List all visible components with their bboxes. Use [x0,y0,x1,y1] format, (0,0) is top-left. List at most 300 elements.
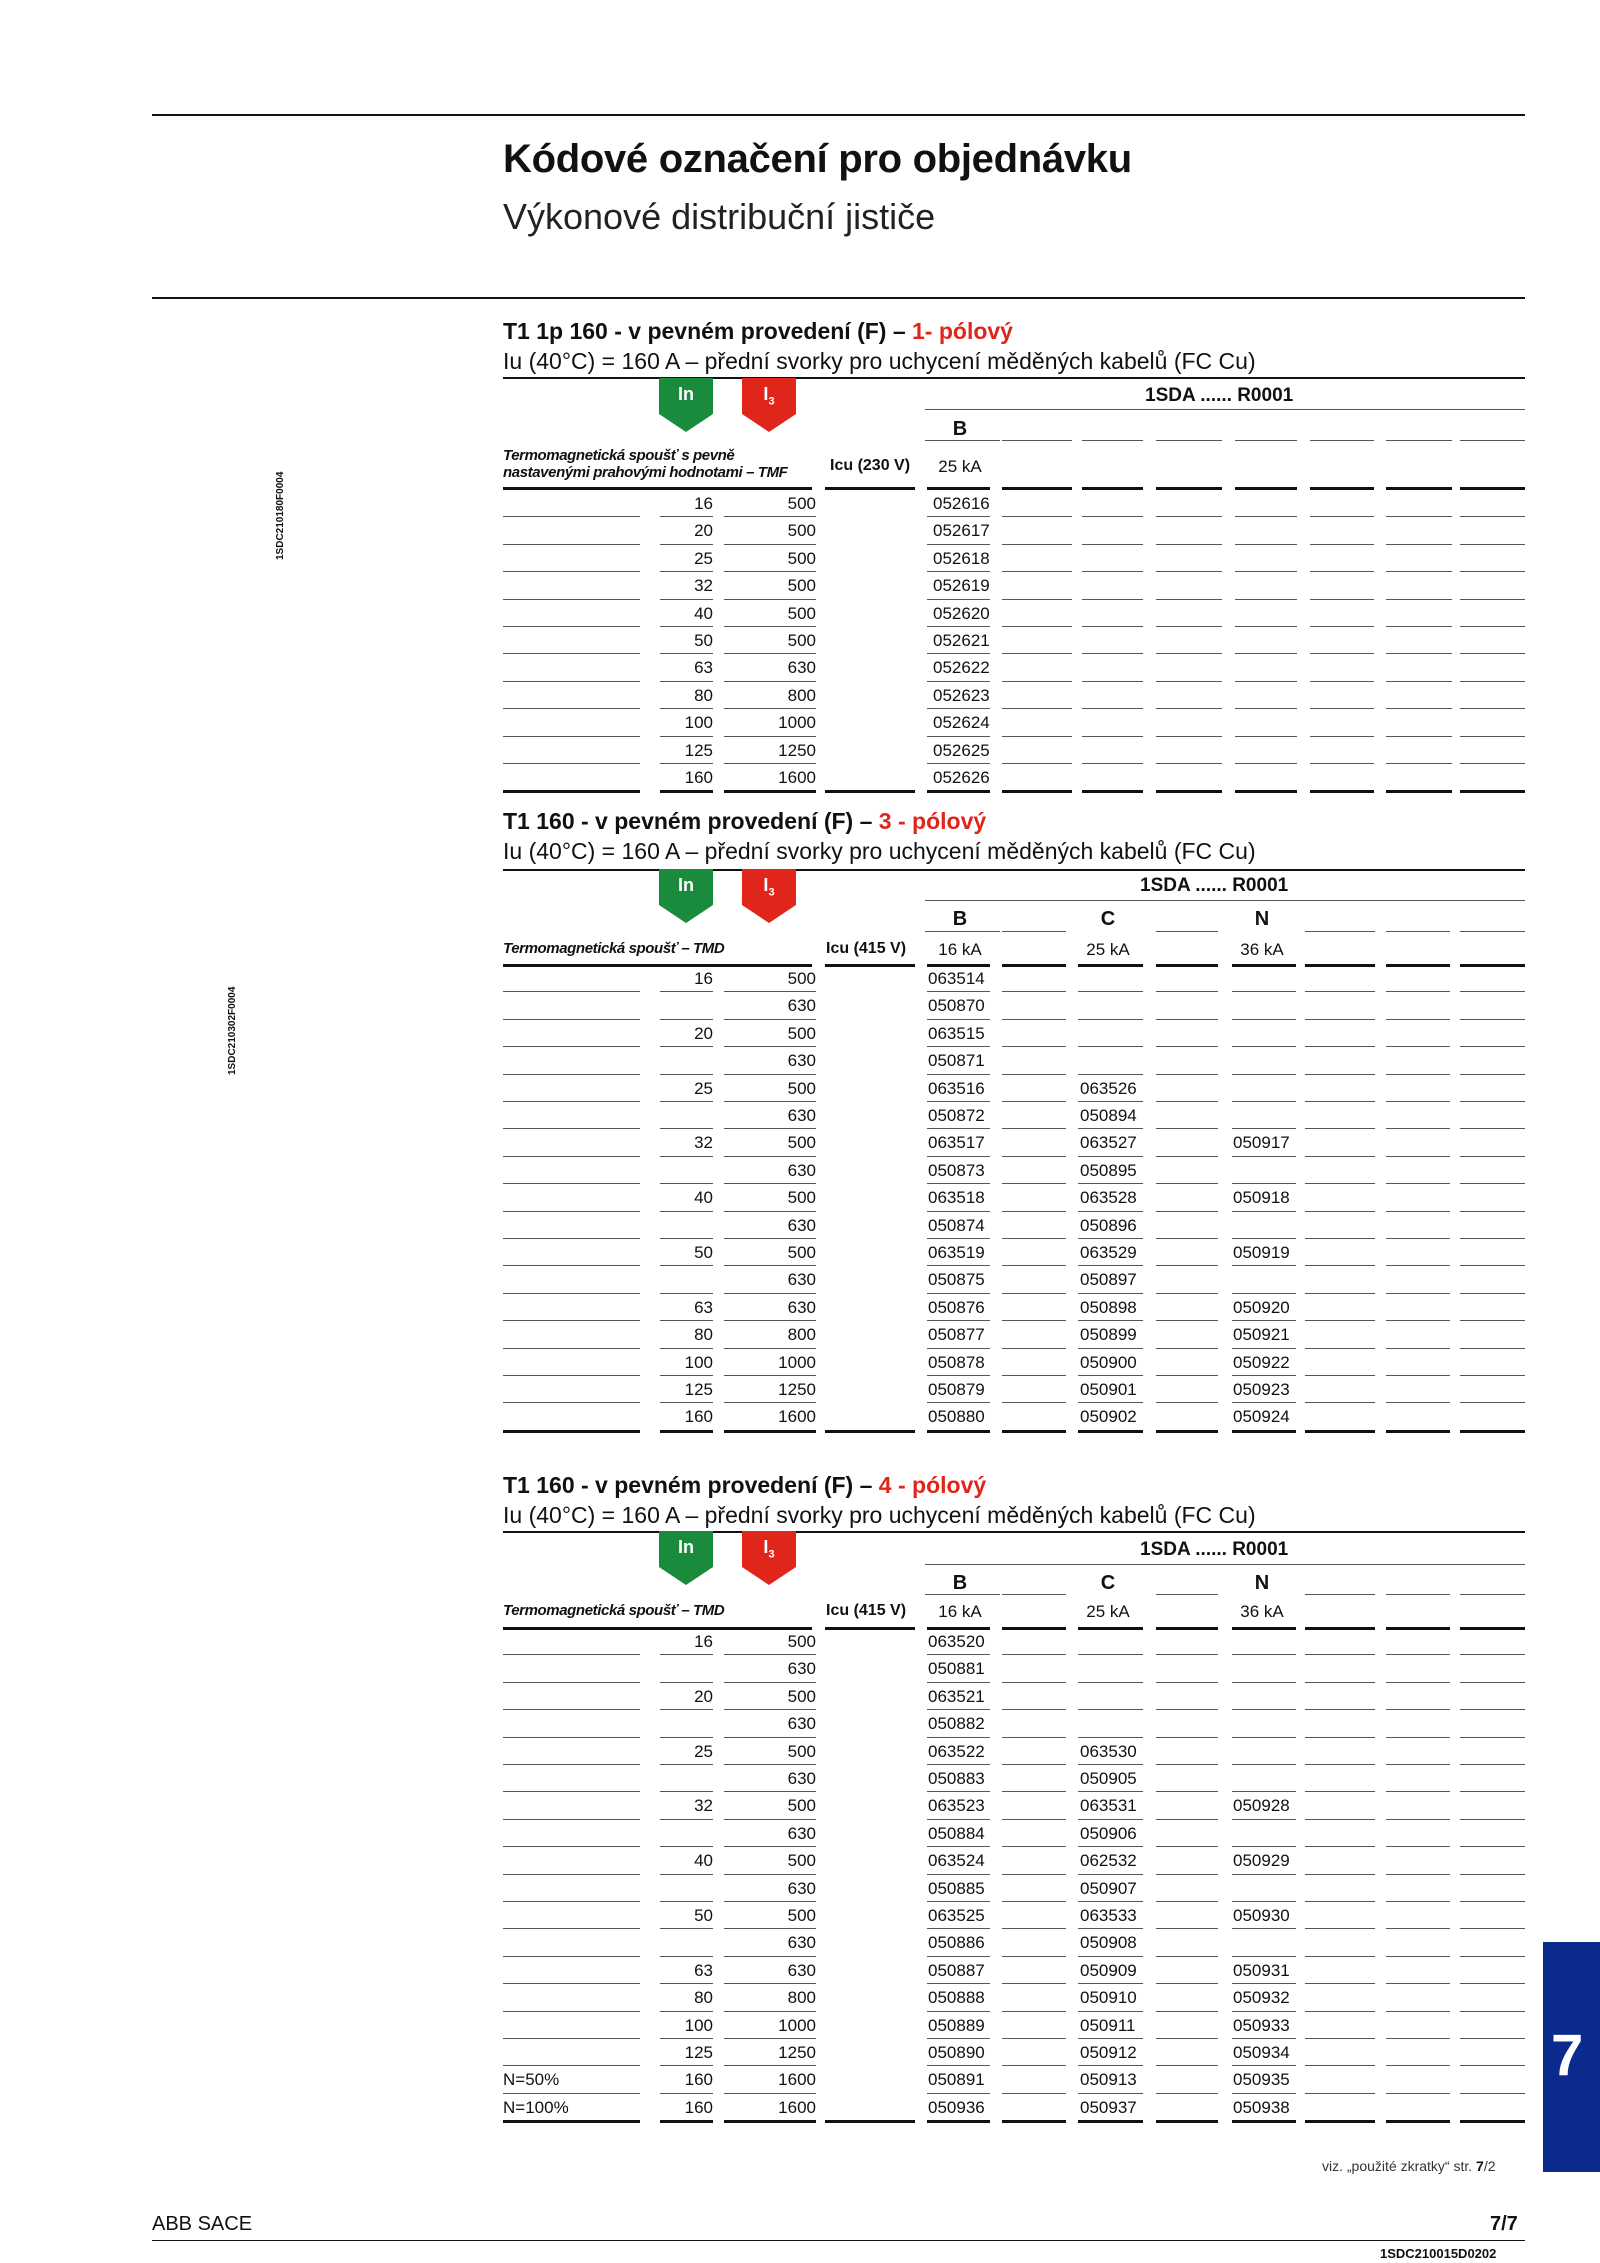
order-code[interactable]: 063525 [928,1906,985,1925]
row-rule [1078,1764,1143,1765]
row-rule [660,1874,713,1875]
row-rule [724,2120,816,2123]
row-rule [503,1320,640,1321]
instantaneous-threshold: 500 [787,1906,816,1925]
row-rule [503,1846,640,1847]
row-rule [724,736,816,737]
instantaneous-threshold: 630 [787,1051,816,1070]
order-code[interactable]: 062532 [1080,1851,1137,1870]
order-code[interactable]: 050882 [928,1714,985,1733]
rated-current: 16 [694,1632,713,1651]
row-rule [1386,1983,1450,1984]
breaking-capacity-n: 36 kA [1240,940,1284,959]
row-rule [503,544,640,545]
order-code[interactable]: 050912 [1080,2043,1137,2062]
row-rule [1460,1375,1525,1376]
row-rule [1156,1265,1218,1266]
row-rule [1235,516,1297,517]
order-code[interactable]: 063533 [1080,1906,1137,1925]
row-rule [660,1293,713,1294]
row-rule [1386,1402,1450,1403]
chapter-tab[interactable] [1543,1942,1600,2172]
instantaneous-threshold: 630 [787,1879,816,1898]
row-rule [1460,2011,1525,2012]
order-code[interactable]: 052621 [933,631,990,650]
row-rule [1460,1901,1525,1902]
order-code[interactable]: 050898 [1080,1298,1137,1317]
row-rule [1082,790,1143,793]
order-code[interactable]: 050897 [1080,1270,1137,1289]
row-rule [503,1928,640,1929]
note-prefix: viz. „použité zkratky“ str. [1322,2158,1477,2174]
row-rule [1082,571,1143,572]
order-code[interactable]: 050932 [1233,1988,1290,2007]
rated-current: 32 [694,1796,713,1815]
order-code[interactable]: 063530 [1080,1742,1137,1761]
row-rule [660,1320,713,1321]
row-rule [1232,1320,1296,1321]
order-code[interactable]: 063523 [928,1796,985,1815]
row-rule [724,1074,816,1075]
order-code[interactable]: 063518 [928,1188,985,1207]
section-subtitle: Iu (40°C) = 160 A – přední svorky pro uchycení měděných kabelů (FC Cu) [503,838,1256,864]
order-code[interactable]: 050924 [1233,1407,1290,1426]
section-subtitle: Iu (40°C) = 160 A – přední svorky pro uchycení měděných kabelů (FC Cu) [503,348,1256,374]
order-code[interactable]: 050877 [928,1325,985,1344]
row-rule [660,544,713,545]
row-rule [503,1430,640,1433]
order-code[interactable]: 063517 [928,1133,985,1152]
row-rule [503,626,640,627]
order-code[interactable]: 050907 [1080,1879,1137,1898]
row-rule [927,1764,990,1765]
row-rule [927,1320,990,1321]
order-code[interactable]: 050931 [1233,1961,1290,1980]
row-rule [1156,1709,1218,1710]
row-rule [927,1928,990,1929]
order-code[interactable]: 050930 [1233,1906,1290,1925]
chapter-number: 7 [1551,2023,1584,2088]
row-rule [1002,1983,1066,1984]
order-code[interactable]: 050910 [1080,1988,1137,2007]
row-rule [1386,1156,1450,1157]
order-code[interactable]: 050913 [1080,2070,1137,2089]
row-rule [660,516,713,517]
order-code[interactable]: 050870 [928,996,985,1015]
section-header-rule [503,1531,1525,1533]
row-rule [1310,653,1374,654]
row-rule [1386,1019,1450,1020]
row-rule [503,1654,640,1655]
order-code[interactable]: 063529 [1080,1243,1137,1262]
order-code[interactable]: 050881 [928,1659,985,1678]
row-rule [1386,1238,1450,1239]
row-rule [1460,1791,1525,1792]
row-rule [1386,1901,1450,1902]
row-rule [1386,1737,1450,1738]
row-rule [503,516,640,517]
row-rule [1078,1956,1143,1957]
instantaneous-threshold: 500 [787,1632,816,1651]
code-column-rule [1386,487,1452,490]
code-column-rule [1232,1627,1296,1630]
row-rule [724,790,816,793]
instantaneous-threshold: 500 [787,549,816,568]
row-rule [1156,1375,1218,1376]
order-code[interactable]: 063516 [928,1079,985,1098]
in-badge [659,1531,713,1585]
row-rule [660,708,713,709]
row-rule [724,1019,816,1020]
row-rule [724,1819,816,1820]
column-header-rule [1386,1594,1450,1595]
row-rule [1156,1128,1218,1129]
order-code[interactable]: 050889 [928,2016,985,2035]
order-code[interactable]: 050873 [928,1161,985,1180]
row-rule [1082,516,1143,517]
code-column-rule [1386,964,1450,967]
row-rule [1156,1074,1218,1075]
row-rule [1156,1791,1218,1792]
code-column-rule [1305,1627,1375,1630]
order-code[interactable]: 050938 [1233,2098,1290,2117]
icu-rule [825,1627,915,1630]
row-rule [1078,991,1143,992]
row-rule [1305,1046,1375,1047]
section-title [503,1472,986,1499]
order-code[interactable]: 050921 [1233,1325,1290,1344]
column-header-rule [1156,440,1222,441]
order-code[interactable]: 050899 [1080,1325,1137,1344]
row-rule [1002,1019,1066,1020]
row-rule [1156,2038,1218,2039]
order-code[interactable]: 052616 [933,494,990,513]
row-rule [1232,1737,1296,1738]
row-rule [1235,599,1297,600]
row-rule [1460,1402,1525,1403]
row-rule [1460,1654,1525,1655]
row-rule [927,1265,990,1266]
row-rule [1305,1211,1375,1212]
row-rule [1078,1211,1143,1212]
rated-current: 125 [684,741,713,760]
order-code[interactable]: 050878 [928,1353,985,1372]
row-rule [724,1682,816,1683]
order-code[interactable]: 052623 [933,686,990,705]
order-code[interactable]: 052622 [933,658,990,677]
row-rule [1002,991,1066,992]
row-rule [1078,1654,1143,1655]
column-header-rule [1310,440,1374,441]
row-rule [503,1238,640,1239]
code-column-rule [1156,487,1222,490]
order-code[interactable]: 050875 [928,1270,985,1289]
order-code[interactable]: 050918 [1233,1188,1290,1207]
row-rule [1386,1430,1450,1433]
order-code[interactable]: 050909 [1080,1961,1137,1980]
order-code[interactable]: 050936 [928,2098,985,2117]
row-rule [1082,708,1143,709]
order-code[interactable]: 063524 [928,1851,985,1870]
row-rule [1156,1654,1218,1655]
order-code[interactable]: 050917 [1233,1133,1290,1152]
row-rule [1386,1654,1450,1655]
order-code[interactable]: 050888 [928,1988,985,2007]
i3-badge-letter: I [763,1537,769,1557]
rated-current: 100 [684,2016,713,2035]
row-rule [1460,653,1525,654]
order-code[interactable]: 050885 [928,1879,985,1898]
order-code[interactable]: 063515 [928,1024,985,1043]
row-rule [1460,1238,1525,1239]
breaking-capacity-c: 25 kA [1086,1602,1130,1621]
row-rule [1386,1682,1450,1683]
order-code[interactable]: 063531 [1080,1796,1137,1815]
note-page: 7 [1476,2158,1484,2174]
row-rule [1386,626,1452,627]
instantaneous-threshold: 500 [787,1851,816,1870]
instantaneous-threshold: 630 [787,1106,816,1125]
order-code[interactable]: 050908 [1080,1933,1137,1952]
row-rule [1078,1402,1143,1403]
row-rule [1305,1956,1375,1957]
order-code[interactable]: 052624 [933,713,990,732]
row-rule [1305,1183,1375,1184]
order-code[interactable]: 050929 [1233,1851,1290,1870]
i3-badge [742,1531,796,1585]
order-code[interactable]: 050886 [928,1933,985,1952]
row-rule [660,1375,713,1376]
row-rule [1460,1846,1525,1847]
order-code[interactable]: 050902 [1080,1407,1137,1426]
row-rule [503,599,640,600]
row-rule [1310,516,1374,517]
row-rule [1002,1101,1066,1102]
row-rule [1386,1791,1450,1792]
row-rule [1386,1375,1450,1376]
order-code[interactable]: 050901 [1080,1380,1137,1399]
row-rule [503,1074,640,1075]
order-code[interactable]: 050934 [1233,2043,1290,2062]
row-rule [1460,571,1525,572]
order-code[interactable]: 050922 [1233,1353,1290,1372]
order-code[interactable]: 050890 [928,2043,985,2062]
row-rule [660,1128,713,1129]
order-code[interactable]: 063526 [1080,1079,1137,1098]
row-rule [1078,1156,1143,1157]
row-rule [724,2065,816,2066]
code-column-rule [1310,487,1374,490]
order-code[interactable]: 052618 [933,549,990,568]
order-code[interactable]: 050920 [1233,1298,1290,1317]
order-code[interactable]: 050923 [1233,1380,1290,1399]
order-code[interactable]: 052620 [933,604,990,623]
note-suffix: /2 [1483,2158,1496,2174]
column-header-n: N [1254,908,1270,930]
order-code[interactable]: 050895 [1080,1161,1137,1180]
row-rule [927,681,990,682]
row-rule [1156,1983,1218,1984]
row-rule [1310,544,1374,545]
row-rule [1156,653,1222,654]
order-code[interactable]: 063519 [928,1243,985,1262]
row-rule [660,1211,713,1212]
order-code[interactable]: 050896 [1080,1216,1137,1235]
row-rule [1386,2120,1450,2123]
row-rule [660,571,713,572]
row-rule [1232,1101,1296,1102]
order-code[interactable]: 050884 [928,1824,985,1843]
order-code[interactable]: 050872 [928,1106,985,1125]
order-code[interactable]: 050887 [928,1961,985,1980]
row-rule [1305,1320,1375,1321]
order-code[interactable]: 052626 [933,768,990,787]
row-rule [927,1101,990,1102]
order-code[interactable]: 050928 [1233,1796,1290,1815]
row-rule [1460,1211,1525,1212]
row-rule [724,1046,816,1047]
row-rule [1156,1901,1218,1902]
row-rule [1078,1682,1143,1683]
row-rule [1156,1019,1218,1020]
row-rule [927,2011,990,2012]
order-code[interactable]: 050883 [928,1769,985,1788]
instantaneous-threshold: 630 [787,1216,816,1235]
row-rule [1156,1101,1218,1102]
row-rule [1232,1375,1296,1376]
row-rule [724,1901,816,1902]
row-rule [1386,991,1450,992]
code-column-rule [1386,1627,1450,1630]
order-code[interactable]: 063520 [928,1632,985,1651]
row-rule [1082,681,1143,682]
row-rule [1232,1074,1296,1075]
row-rule [927,991,990,992]
row-rule [1156,708,1222,709]
row-rule [1386,1846,1450,1847]
order-code[interactable]: 052625 [933,741,990,760]
order-code[interactable]: 050894 [1080,1106,1137,1125]
row-rule [1232,1156,1296,1157]
order-code[interactable]: 050933 [1233,2016,1290,2035]
row-rule [1232,1293,1296,1294]
row-rule [503,1709,640,1710]
row-rule [1002,1430,1066,1433]
row-rule [927,1846,990,1847]
order-code[interactable]: 052619 [933,576,990,595]
row-rule [660,2011,713,2012]
order-code[interactable]: 050900 [1080,1353,1137,1372]
row-rule [1002,599,1072,600]
order-code[interactable]: 050876 [928,1298,985,1317]
rated-current: 50 [694,1906,713,1925]
order-code[interactable]: 063514 [928,969,985,988]
i3-badge-subscript: 3 [768,395,775,408]
row-rule [1386,1211,1450,1212]
column-header-rule [1460,1594,1525,1595]
row-rule [1078,1709,1143,1710]
row-rule [1002,708,1072,709]
footer-company: ABB SACE [152,2213,253,2235]
order-code[interactable]: 050919 [1233,1243,1290,1262]
order-code[interactable]: 063522 [928,1742,985,1761]
row-rule [1078,1430,1143,1433]
row-rule [1002,1737,1066,1738]
row-rule [503,1983,640,1984]
order-code[interactable]: 050879 [928,1380,985,1399]
row-rule [1078,1819,1143,1820]
order-code[interactable]: 050911 [1080,2016,1136,2035]
order-code[interactable]: 050906 [1080,1824,1137,1843]
row-rule [660,1019,713,1020]
column-header-rule [1460,931,1525,932]
row-rule [927,1211,990,1212]
rated-current: 16 [694,494,713,513]
row-rule [1232,2038,1296,2039]
column-header-rule [1386,440,1452,441]
row-rule [1232,1046,1296,1047]
row-rule [1002,1348,1066,1349]
row-rule [724,544,816,545]
row-rule [660,653,713,654]
row-rule [927,736,990,737]
row-rule [503,571,640,572]
row-rule [1305,1874,1375,1875]
section-title [503,318,1013,345]
row-rule [503,1128,640,1129]
row-rule [927,1238,990,1239]
instantaneous-threshold: 1000 [778,2016,816,2035]
column-header-b: B [952,908,968,930]
row-rule [1078,2011,1143,2012]
row-rule [1232,1709,1296,1710]
row-rule [1305,2065,1375,2066]
row-rule [1460,1983,1525,1984]
row-rule [1232,1764,1296,1765]
row-rule [1460,790,1525,793]
order-code[interactable]: 063521 [928,1687,985,1706]
row-rule [1078,1901,1143,1902]
code-header: 1SDA ...... R0001 [1145,385,1294,406]
row-rule [1460,1320,1525,1321]
row-rule [1305,2038,1375,2039]
row-rule [660,1183,713,1184]
order-code[interactable]: 052617 [933,521,990,540]
row-rule [660,763,713,764]
order-code[interactable]: 063527 [1080,1133,1137,1152]
row-rule [1156,1928,1218,1929]
instantaneous-threshold: 1000 [778,713,816,732]
order-code[interactable]: 050871 [928,1051,985,1070]
order-code[interactable]: 050935 [1233,2070,1290,2089]
row-rule [1156,991,1218,992]
rated-current: 160 [684,2098,713,2117]
row-rule [927,571,990,572]
order-code[interactable]: 050905 [1080,1769,1137,1788]
order-code[interactable]: 050874 [928,1216,985,1235]
order-code[interactable]: 050880 [928,1407,985,1426]
instantaneous-threshold: 500 [787,631,816,650]
in-badge-label: In [678,384,694,404]
row-rule [660,1101,713,1102]
order-code[interactable]: 050937 [1080,2098,1137,2117]
order-code[interactable]: 050891 [928,2070,985,2089]
instantaneous-threshold: 800 [787,1325,816,1344]
order-code[interactable]: 063528 [1080,1188,1137,1207]
row-rule [1386,1074,1450,1075]
row-rule [724,763,816,764]
row-rule [1002,1874,1066,1875]
